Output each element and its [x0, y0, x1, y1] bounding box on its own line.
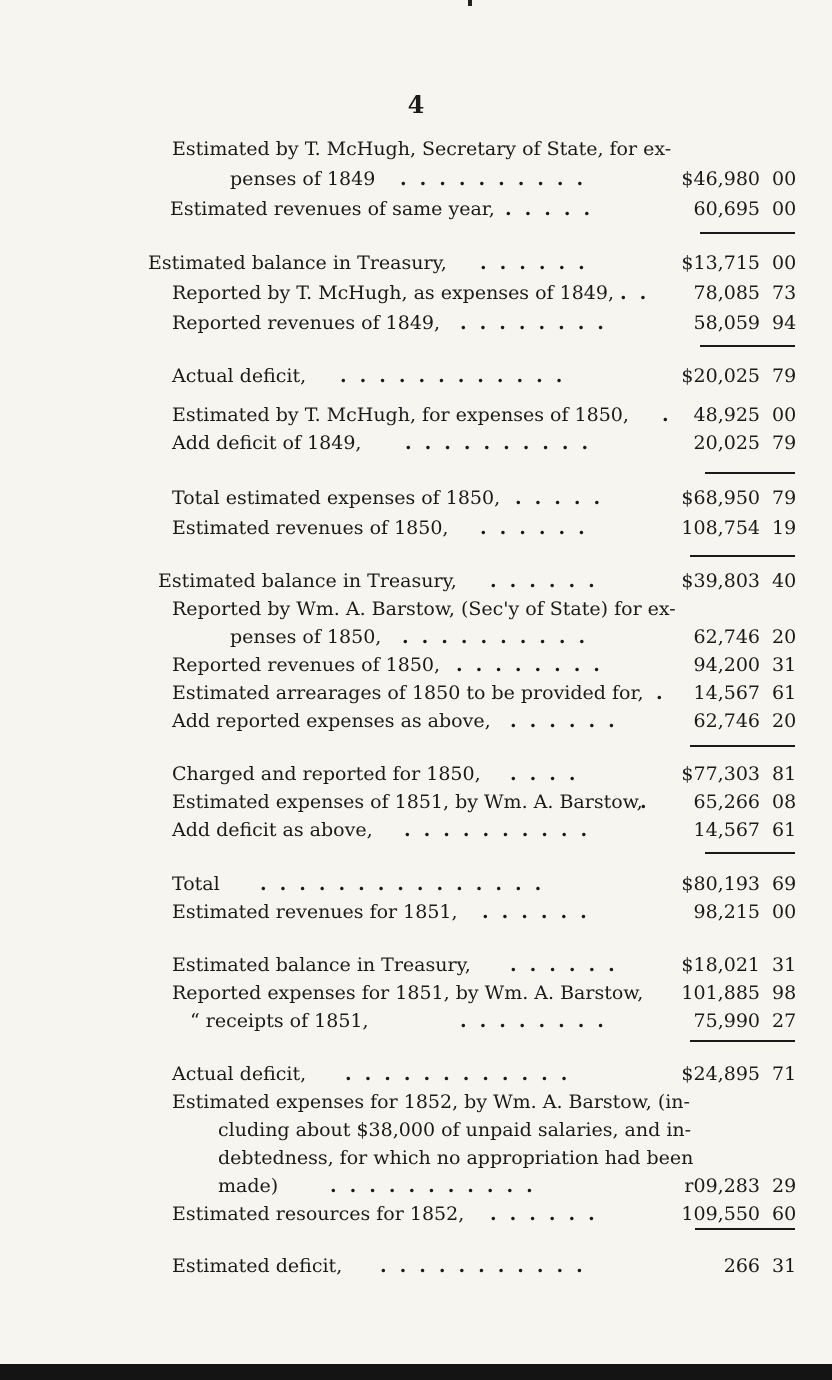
ledger-row	[0, 1063, 832, 1093]
row-label: Add deficit as above,	[172, 819, 373, 841]
amount-dollars: $39,803	[681, 570, 760, 592]
ledger-row	[0, 198, 832, 228]
amount-dollars: $20,025	[681, 365, 760, 387]
amount-dollars: $24,895	[681, 1063, 760, 1085]
dot-leader: ..........	[400, 168, 597, 190]
row-label: Estimated revenues of 1850,	[172, 517, 449, 539]
sum-rule	[690, 555, 795, 557]
amount-cents: 29	[772, 1175, 797, 1197]
ledger-row	[0, 570, 832, 600]
dot-leader: ..........	[405, 432, 602, 454]
row-label: Estimated expenses for 1852, by Wm. A. Barstow, (in-	[172, 1091, 690, 1113]
sum-rule	[690, 1040, 795, 1042]
row-label: Add deficit of 1849,	[172, 432, 362, 454]
row-label: penses of 1849	[230, 168, 376, 190]
row-label: Estimated balance in Treasury,	[148, 252, 447, 274]
row-label: Actual deficit,	[172, 365, 307, 387]
dot-leader: .....	[515, 487, 614, 509]
amount-dollars: $46,980	[681, 168, 760, 190]
row-label: “ receipts of 1851,	[190, 1010, 369, 1032]
page-number: 4	[407, 90, 425, 119]
row-label: cluding about $38,000 of unpaid salaries, and in-	[218, 1119, 692, 1141]
ledger-row	[0, 982, 832, 1012]
dot-leader: ..........	[404, 819, 601, 841]
dot-leader: ..	[620, 282, 660, 304]
row-label: made)	[218, 1175, 279, 1197]
amount-cents: 61	[772, 682, 797, 704]
amount-cents: 73	[772, 282, 797, 304]
row-label: Estimated balance in Treasury,	[158, 570, 457, 592]
ledger-row	[0, 517, 832, 547]
amount-dollars: 58,059	[693, 312, 760, 334]
sum-rule	[695, 1228, 795, 1230]
amount-dollars: $18,021	[681, 954, 760, 976]
amount-dollars: 101,885	[681, 982, 760, 1004]
ledger-row	[0, 791, 832, 821]
ledger-row	[0, 312, 832, 342]
row-label: Total	[172, 873, 220, 895]
amount-dollars: 48,925	[693, 404, 760, 426]
dot-leader: ..........	[402, 626, 599, 648]
amount-cents: 79	[772, 487, 797, 509]
dot-leader: .	[656, 682, 676, 704]
row-label: Estimated revenues for 1851,	[172, 901, 458, 923]
sum-rule	[690, 745, 795, 747]
amount-cents: 79	[772, 365, 797, 387]
ledger-row	[0, 404, 832, 434]
row-label: Reported by Wm. A. Barstow, (Sec'y of State) for ex-	[172, 598, 676, 620]
amount-dollars: 98,215	[693, 901, 760, 923]
dot-leader: ......	[490, 1203, 608, 1225]
ledger-row	[0, 873, 832, 903]
amount-dollars: 14,567	[693, 819, 760, 841]
amount-cents: 40	[772, 570, 797, 592]
scan-edge-bar	[0, 1364, 832, 1380]
dot-leader: ......	[510, 954, 628, 976]
sum-rule	[700, 345, 795, 347]
row-label: Total estimated expenses of 1850,	[172, 487, 501, 509]
dot-leader: ........	[456, 654, 613, 676]
ledger-row	[0, 710, 832, 740]
amount-dollars: 20,025	[693, 432, 760, 454]
ledger-row	[0, 1175, 832, 1205]
amount-cents: 69	[772, 873, 797, 895]
ledger-row	[0, 487, 832, 517]
dot-leader: ......	[480, 517, 598, 539]
row-label: Reported by T. McHugh, as expenses of 1849,	[172, 282, 615, 304]
amount-dollars: 78,085	[693, 282, 760, 304]
amount-cents: 31	[772, 654, 797, 676]
amount-cents: 98	[772, 982, 797, 1004]
amount-cents: 79	[772, 432, 797, 454]
amount-dollars: 266	[723, 1255, 760, 1277]
amount-cents: 61	[772, 819, 797, 841]
dot-leader: ....	[510, 763, 589, 785]
amount-dollars: 94,200	[693, 654, 760, 676]
amount-cents: 31	[772, 954, 797, 976]
dot-leader: ........	[460, 312, 617, 334]
row-label: debtedness, for which no appropriation had been	[218, 1147, 694, 1169]
row-label: Reported revenues of 1850,	[172, 654, 441, 676]
amount-cents: 31	[772, 1255, 797, 1277]
dot-leader: ......	[482, 901, 600, 923]
dot-leader: ......	[510, 710, 628, 732]
ledger-row	[0, 168, 832, 198]
row-label: Estimated expenses of 1851, by Wm. A. Barstow,	[172, 791, 643, 813]
row-label: Charged and reported for 1850,	[172, 763, 481, 785]
amount-dollars: 75,990	[693, 1010, 760, 1032]
row-label: Estimated arrearages of 1850 to be provided for,	[172, 682, 644, 704]
amount-dollars: $13,715	[681, 252, 760, 274]
row-label: Estimated resources for 1852,	[172, 1203, 465, 1225]
dot-leader: ...........	[330, 1175, 546, 1197]
amount-cents: 20	[772, 710, 797, 732]
dot-leader: ......	[480, 252, 598, 274]
dot-leader: ......	[490, 570, 608, 592]
amount-dollars: 14,567	[693, 682, 760, 704]
amount-cents: 60	[772, 1203, 797, 1225]
dot-leader: ............	[345, 1063, 581, 1085]
amount-cents: 00	[772, 168, 797, 190]
sum-rule	[700, 232, 795, 234]
row-label: Estimated by T. McHugh, Secretary of State, for ex-	[172, 138, 672, 160]
amount-cents: 00	[772, 252, 797, 274]
ledger-row	[0, 1255, 832, 1285]
sum-rule	[705, 472, 795, 474]
ledger-row	[0, 365, 832, 395]
amount-dollars: $77,303	[681, 763, 760, 785]
amount-dollars: 109,550	[681, 1203, 760, 1225]
amount-dollars: 108,754	[681, 517, 760, 539]
amount-dollars: 62,746	[693, 710, 760, 732]
amount-cents: 71	[772, 1063, 797, 1085]
dot-leader: .	[662, 404, 682, 426]
ledger-row	[0, 1010, 832, 1040]
ink-speck	[468, 0, 472, 6]
amount-cents: 00	[772, 404, 797, 426]
dot-leader: ...........	[380, 1255, 596, 1277]
row-label: Add reported expenses as above,	[172, 710, 491, 732]
amount-dollars: r09,283	[684, 1175, 760, 1197]
ledger-row	[0, 626, 832, 656]
ledger-row	[0, 138, 832, 168]
amount-dollars: 65,266	[693, 791, 760, 813]
row-label: Estimated revenues of same year,	[170, 198, 495, 220]
ledger-row	[0, 682, 832, 712]
amount-cents: 20	[772, 626, 797, 648]
ledger-row	[0, 282, 832, 312]
row-label: Estimated deficit,	[172, 1255, 343, 1277]
amount-dollars: $68,950	[681, 487, 760, 509]
dot-leader: .	[640, 791, 660, 813]
ledger-row	[0, 252, 832, 282]
ledger-row	[0, 954, 832, 984]
ledger-row	[0, 1147, 832, 1177]
amount-dollars: $80,193	[681, 873, 760, 895]
amount-cents: 27	[772, 1010, 797, 1032]
row-label: Estimated balance in Treasury,	[172, 954, 471, 976]
ledger-row	[0, 763, 832, 793]
ledger-row	[0, 1091, 832, 1121]
dot-leader: ........	[460, 1010, 617, 1032]
ledger-row	[0, 598, 832, 628]
amount-cents: 19	[772, 517, 797, 539]
amount-cents: 00	[772, 901, 797, 923]
row-label: Actual deficit,	[172, 1063, 307, 1085]
row-label: Reported revenues of 1849,	[172, 312, 441, 334]
dot-leader: ............	[340, 365, 576, 387]
row-label: Reported expenses for 1851, by Wm. A. Barstow,	[172, 982, 644, 1004]
row-label: Estimated by T. McHugh, for expenses of 1850,	[172, 404, 629, 426]
amount-cents: 08	[772, 791, 797, 813]
ledger-row	[0, 654, 832, 684]
dot-leader: ...............	[260, 873, 555, 895]
amount-cents: 94	[772, 312, 797, 334]
ledger-row	[0, 432, 832, 462]
row-label: penses of 1850,	[230, 626, 382, 648]
ledger-row	[0, 1119, 832, 1149]
ledger-row	[0, 901, 832, 931]
dot-leader: .....	[505, 198, 604, 220]
ledger-row	[0, 819, 832, 849]
amount-dollars: 62,746	[693, 626, 760, 648]
amount-dollars: 60,695	[693, 198, 760, 220]
amount-cents: 81	[772, 763, 797, 785]
sum-rule	[705, 852, 795, 854]
amount-cents: 00	[772, 198, 797, 220]
